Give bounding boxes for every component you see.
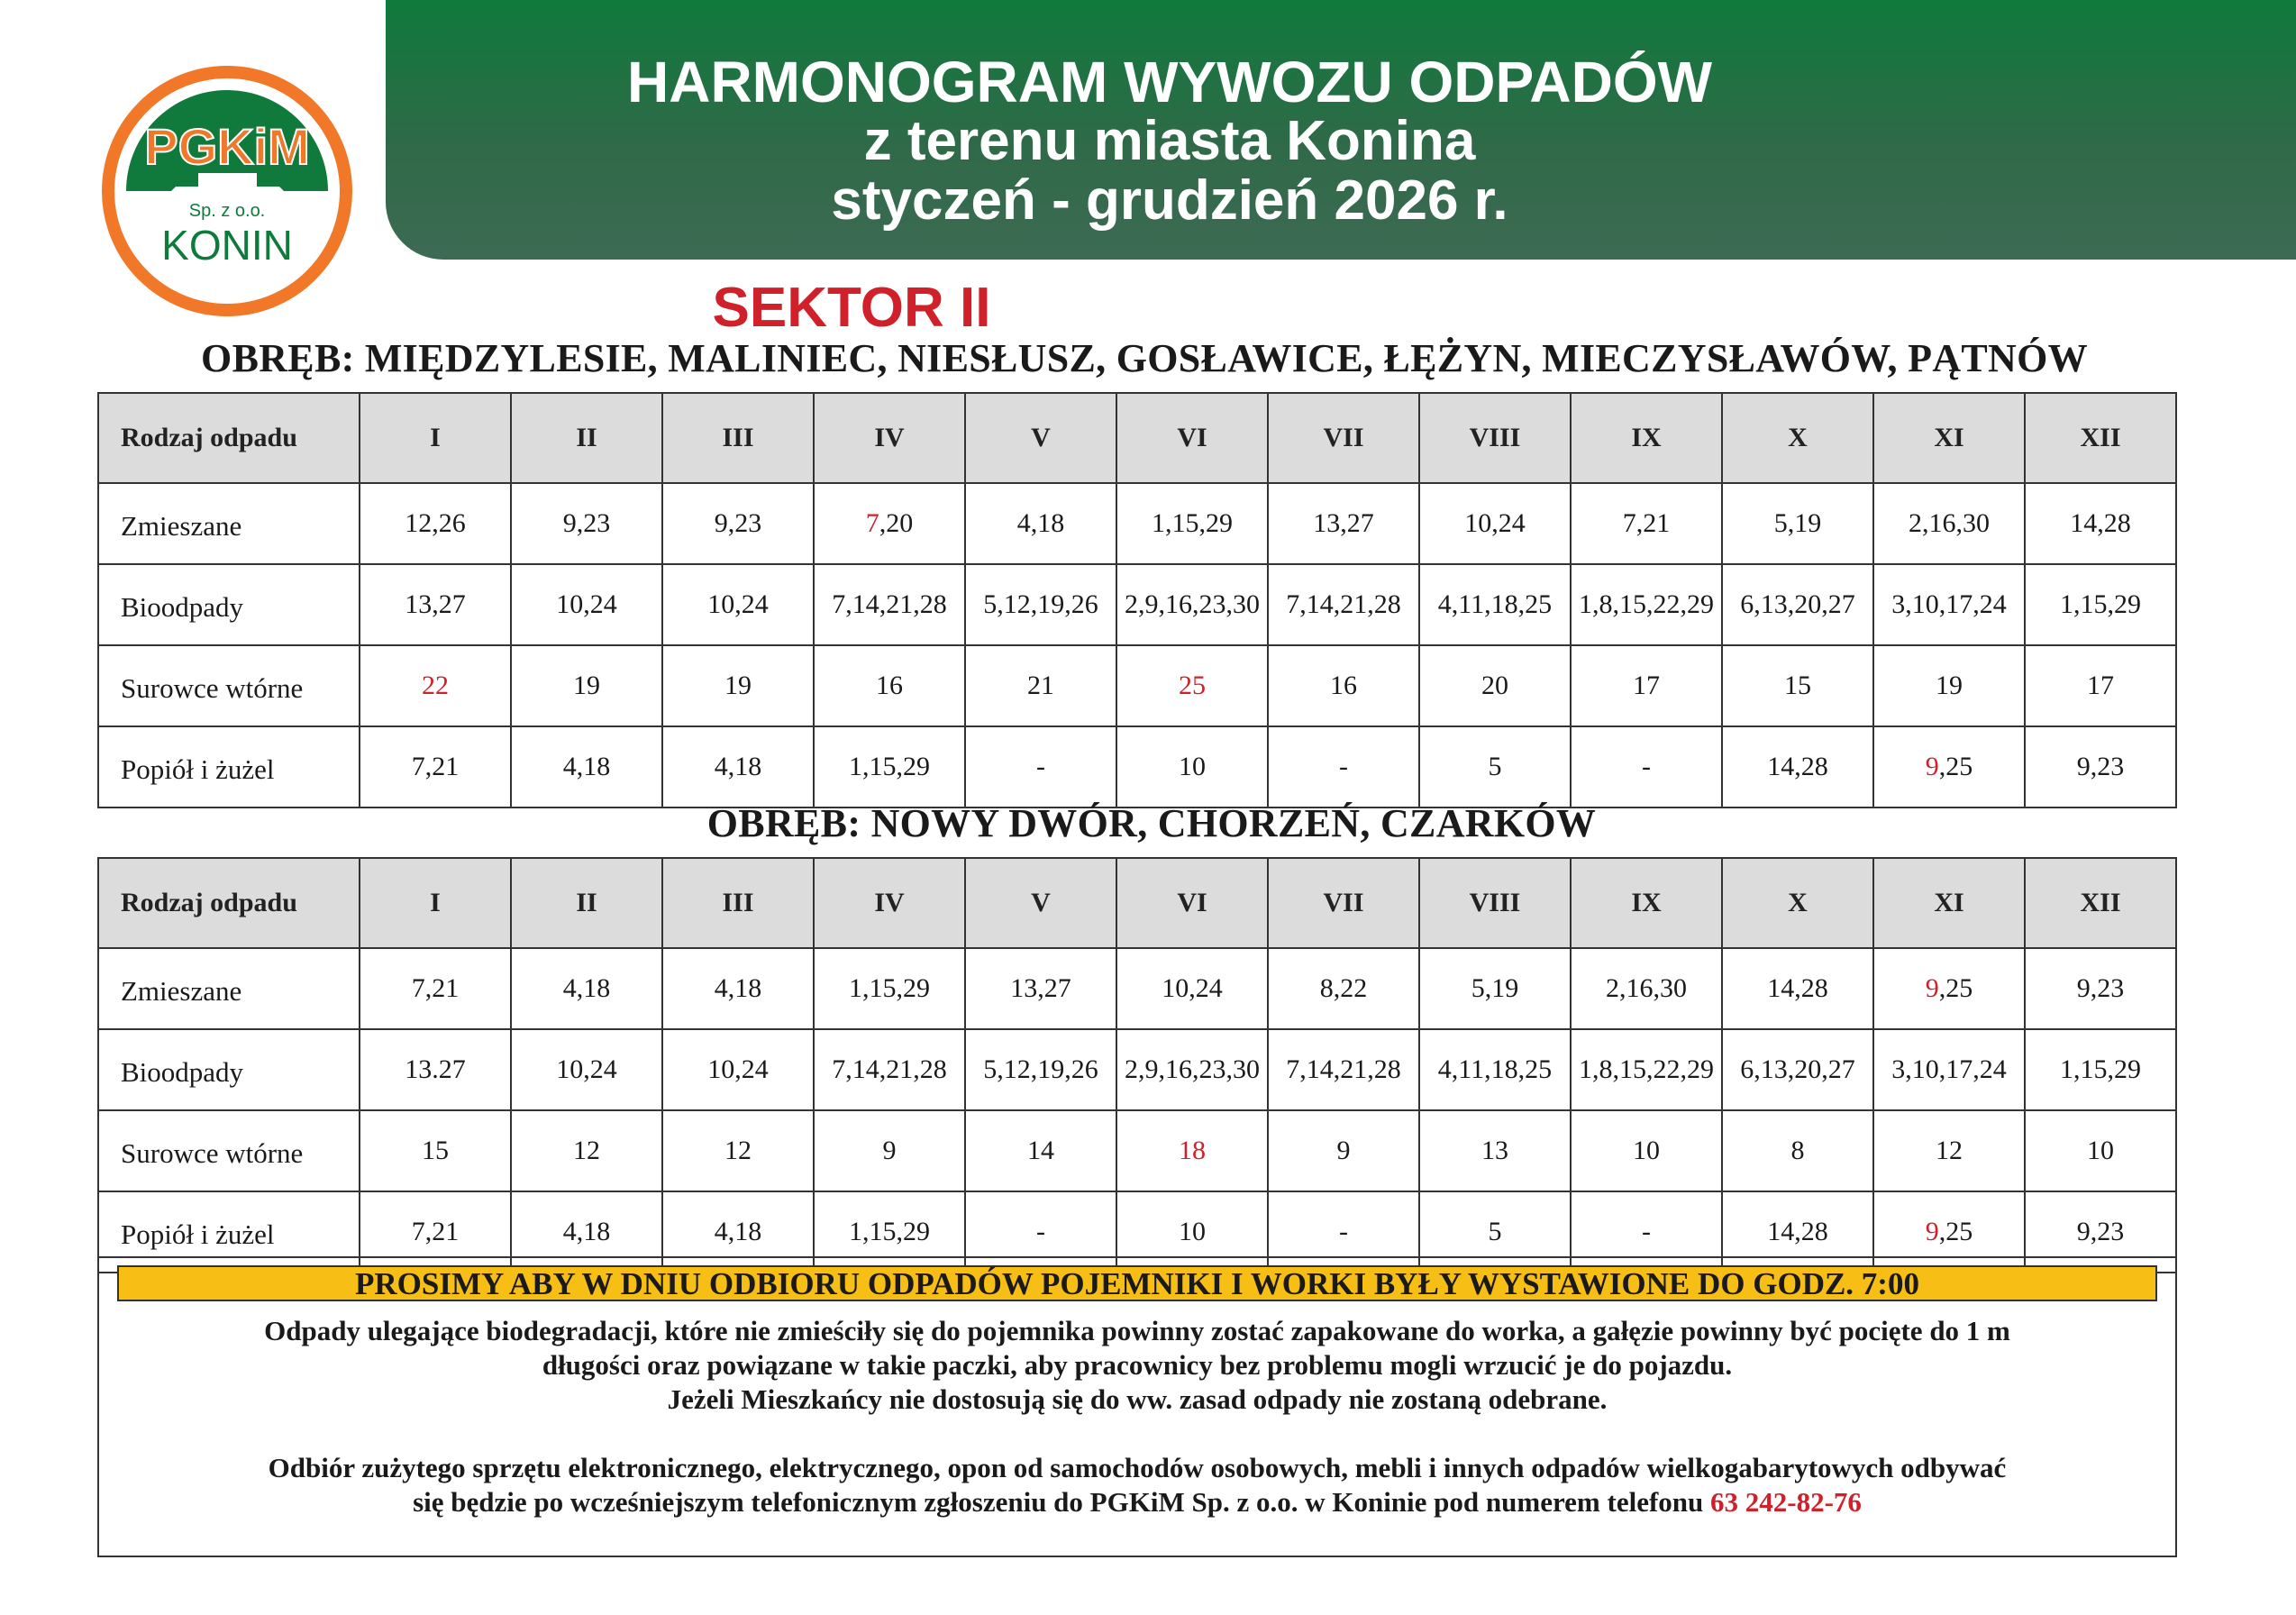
schedule-cell <box>1873 948 2025 1029</box>
date-text: 14,28 <box>1767 973 1828 1003</box>
highlighted-date: 7 <box>865 508 879 538</box>
schedule-cell <box>814 1029 965 1110</box>
schedule-cell <box>1722 645 1873 726</box>
date-text: 16 <box>1330 671 1357 700</box>
schedule-cell <box>1419 483 1571 564</box>
date-text: 7,14,21,28 <box>832 589 947 619</box>
date-text: 12 <box>573 1136 600 1165</box>
schedule-cell <box>1571 483 1722 564</box>
month-header: III <box>662 858 814 948</box>
date-text: 12 <box>1936 1136 1963 1165</box>
schedule-cell <box>1116 726 1268 808</box>
schedule-cell <box>662 726 814 808</box>
date-text: 15 <box>1784 671 1811 700</box>
schedule-cell <box>511 948 662 1029</box>
schedule-cell <box>1116 948 1268 1029</box>
date-text: - <box>1339 1217 1348 1246</box>
schedule-cell <box>360 645 511 726</box>
schedule-cell <box>1116 1110 1268 1191</box>
schedule-cell <box>814 948 965 1029</box>
schedule-cell <box>1268 483 1419 564</box>
schedule-cell <box>511 1110 662 1191</box>
date-text: - <box>1642 1217 1651 1246</box>
schedule-cell <box>1722 726 1873 808</box>
date-text: 5 <box>1488 752 1502 781</box>
month-header: VIII <box>1419 858 1571 948</box>
schedule-cell <box>1571 564 1722 645</box>
schedule-cell <box>2025 483 2176 564</box>
schedule-cell <box>1873 726 2025 808</box>
date-text: 10 <box>2087 1136 2114 1165</box>
waste-type-label: Bioodpady <box>98 564 360 645</box>
date-text: 2,16,30 <box>1606 973 1687 1003</box>
date-text: 5 <box>1488 1217 1502 1246</box>
date-text: 4,11,18,25 <box>1437 589 1553 619</box>
schedule-cell <box>965 1110 1116 1191</box>
date-text: 6,13,20,27 <box>1740 1054 1855 1084</box>
month-header: VII <box>1268 393 1419 483</box>
schedule-cell <box>814 483 965 564</box>
table-row <box>98 1029 2176 1110</box>
date-text: 1,15,29 <box>849 973 930 1003</box>
schedule-cell <box>360 564 511 645</box>
notice-body <box>117 1314 2157 1519</box>
date-text: ,20 <box>879 508 914 538</box>
schedule-cell <box>814 564 965 645</box>
date-text: 9,23 <box>714 508 762 538</box>
schedule-cell <box>1722 564 1873 645</box>
title-line-3: styczeń - grudzień 2026 r. <box>831 169 1508 232</box>
date-text: 12 <box>724 1136 752 1165</box>
date-text: 7,14,21,28 <box>1286 589 1401 619</box>
schedule-cell <box>965 483 1116 564</box>
date-text: 1,15,29 <box>2060 1054 2141 1084</box>
schedule-cell <box>1571 645 1722 726</box>
schedule-cell <box>1571 948 1722 1029</box>
date-text: 1,8,15,22,29 <box>1579 1054 1714 1084</box>
date-text: 1,15,29 <box>1152 508 1233 538</box>
date-text: 9 <box>1336 1136 1351 1165</box>
date-text: 5,19 <box>1471 973 1519 1003</box>
schedule-cell <box>1268 645 1419 726</box>
date-text: 13,27 <box>1313 508 1374 538</box>
month-header: IV <box>814 858 965 948</box>
waste-type-label: Bioodpady <box>98 1029 360 1110</box>
schedule-cell <box>1873 645 2025 726</box>
date-text: 10,24 <box>1162 973 1223 1003</box>
date-text: 14,28 <box>1767 752 1828 781</box>
waste-type-label: Zmieszane <box>98 948 360 1029</box>
date-text: - <box>1642 752 1651 781</box>
schedule-cell <box>1571 726 1722 808</box>
schedule-cell <box>360 1029 511 1110</box>
date-text: 1,15,29 <box>849 1217 930 1246</box>
schedule-cell <box>814 726 965 808</box>
title-line-2: z terenu miasta Konina <box>863 110 1476 172</box>
schedule-cell <box>1571 1029 1722 1110</box>
date-text: 10 <box>1633 1136 1660 1165</box>
highlighted-date: 9 <box>1925 1217 1939 1246</box>
date-text: 12,26 <box>405 508 466 538</box>
date-text: 4,11,18,25 <box>1437 1054 1553 1084</box>
date-text: 10,24 <box>1464 508 1526 538</box>
schedule-cell <box>1268 1110 1419 1191</box>
highlighted-date: 25 <box>1179 671 1206 700</box>
month-header: IX <box>1571 858 1722 948</box>
schedule-cell <box>662 645 814 726</box>
date-text: 13,27 <box>1010 973 1071 1003</box>
date-text: 7,14,21,28 <box>832 1054 947 1084</box>
date-text: - <box>1339 752 1348 781</box>
date-text: 1,8,15,22,29 <box>1579 589 1714 619</box>
logo-city: KONIN <box>161 222 293 269</box>
schedule-cell <box>511 726 662 808</box>
district-heading-2: OBRĘB: NOWY DWÓR, CHORZEŃ, CZARKÓW <box>706 801 1597 845</box>
notice-line: Odbiór zużytego sprzętu elektronicznego, elektrycznego, opon od samochodów osobowych, mebli i innych odpadów wielkogabarytowych odbywać <box>268 1452 2007 1483</box>
schedule-cell <box>1116 483 1268 564</box>
date-text: 4,18 <box>714 973 762 1003</box>
schedule-cell <box>1268 1029 1419 1110</box>
date-text: 7,21 <box>411 1217 460 1246</box>
schedule-table-1 <box>97 392 2177 808</box>
schedule-cell <box>1116 645 1268 726</box>
waste-type-label: Popiół i żużel <box>98 1191 360 1273</box>
date-text: 9,23 <box>562 508 611 538</box>
date-text: 2,9,16,23,30 <box>1125 589 1260 619</box>
date-text: 8,22 <box>1319 973 1368 1003</box>
date-text: 10,24 <box>707 1054 769 1084</box>
highlighted-date: 9 <box>1925 752 1939 781</box>
schedule-cell <box>511 564 662 645</box>
schedule-cell <box>662 948 814 1029</box>
schedule-table-2 <box>97 857 2177 1273</box>
table-row <box>98 645 2176 726</box>
date-text: ,25 <box>1938 973 1973 1003</box>
date-text: 4,18 <box>562 973 611 1003</box>
schedule-cell <box>1722 483 1873 564</box>
schedule-cell <box>1419 645 1571 726</box>
schedule-cell <box>2025 1029 2176 1110</box>
date-text: 4,18 <box>714 1217 762 1246</box>
schedule-cell <box>814 645 965 726</box>
waste-type-label: Surowce wtórne <box>98 645 360 726</box>
schedule-cell <box>360 483 511 564</box>
month-header: IV <box>814 393 965 483</box>
notice-line: Jeżeli Mieszkańcy nie dostosują się do ww. zasad odpady nie zostaną odebrane. <box>667 1383 1608 1415</box>
schedule-cell <box>1722 948 1873 1029</box>
notice-banner: PROSIMY ABY W DNIU ODBIORU ODPADÓW POJEMNIKI I WORKI BYŁY WYSTAWIONE DO GODZ. 7:00 <box>117 1265 2157 1301</box>
schedule-cell <box>1419 726 1571 808</box>
title-line-1: HARMONOGRAM WYWOZU ODPADÓW <box>627 50 1712 114</box>
month-header: II <box>511 393 662 483</box>
schedule-cell <box>662 483 814 564</box>
highlighted-date: 18 <box>1179 1136 1206 1165</box>
date-text: 5,12,19,26 <box>983 589 1098 619</box>
schedule-cell <box>1873 483 2025 564</box>
date-text: 13 <box>1481 1136 1508 1165</box>
date-text: 3,10,17,24 <box>1891 589 2007 619</box>
date-text: 19 <box>724 671 752 700</box>
schedule-cell <box>511 1029 662 1110</box>
schedule-cell <box>1116 564 1268 645</box>
schedule-cell <box>965 645 1116 726</box>
date-text: 7,21 <box>411 973 460 1003</box>
schedule-cell <box>965 564 1116 645</box>
schedule-cell <box>1419 948 1571 1029</box>
table-row <box>98 948 2176 1029</box>
table-row <box>98 726 2176 808</box>
date-text: 9,23 <box>2076 752 2125 781</box>
month-header: VIII <box>1419 393 1571 483</box>
date-text: 4,18 <box>562 752 611 781</box>
date-text: - <box>1036 1217 1045 1246</box>
schedule-cell <box>1116 1029 1268 1110</box>
date-text: 1,15,29 <box>2060 589 2141 619</box>
date-text: 21 <box>1027 671 1054 700</box>
highlighted-date: 22 <box>422 671 449 700</box>
table-row <box>98 1110 2176 1191</box>
notice-box <box>97 1256 2177 1557</box>
schedule-body-2 <box>98 948 2176 1273</box>
date-text: 17 <box>2087 671 2114 700</box>
schedule-cell <box>965 948 1116 1029</box>
month-header: XII <box>2025 858 2176 948</box>
month-header: X <box>1722 858 1873 948</box>
schedule-cell <box>2025 564 2176 645</box>
schedule-cell <box>1873 1029 2025 1110</box>
month-header: V <box>965 393 1116 483</box>
schedule-cell <box>1873 564 2025 645</box>
table-row <box>98 564 2176 645</box>
schedule-cell <box>814 1110 965 1191</box>
schedule-cell <box>360 1110 511 1191</box>
schedule-cell <box>1722 1110 1873 1191</box>
schedule-cell <box>1722 1029 1873 1110</box>
month-header: VI <box>1116 858 1268 948</box>
schedule-cell <box>662 564 814 645</box>
date-text: 19 <box>1936 671 1963 700</box>
date-text: 3,10,17,24 <box>1891 1054 2007 1084</box>
district-heading-1: OBRĘB: MIĘDZYLESIE, MALINIEC, NIESŁUSZ, GOSŁAWICE, ŁĘŻYN, MIECZYSŁAWÓW, PĄTNÓW <box>201 336 2088 380</box>
month-header: VI <box>1116 393 1268 483</box>
date-text: 7,21 <box>1622 508 1671 538</box>
month-header: X <box>1722 393 1873 483</box>
date-text: 4,18 <box>562 1217 611 1246</box>
waste-type-header: Rodzaj odpadu <box>98 858 360 948</box>
header-title <box>386 52 1954 231</box>
date-text: 19 <box>573 671 600 700</box>
schedule-cell <box>360 948 511 1029</box>
schedule-cell <box>1419 564 1571 645</box>
schedule-cell <box>2025 1110 2176 1191</box>
notice-line: Odpady ulegające biodegradacji, które nie zmieściły się do pojemnika powinny zostać zapakowane do worka, a gałęzie powinny być pocięte do 1 m <box>264 1315 2010 1346</box>
schedule-cell <box>1268 726 1419 808</box>
date-text: 1,15,29 <box>849 752 930 781</box>
phone-number: 63 242-82-76 <box>1710 1486 1862 1518</box>
notice-line <box>117 1485 2157 1519</box>
schedule-cell <box>1873 1110 2025 1191</box>
schedule-cell <box>1419 1029 1571 1110</box>
date-text: 15 <box>422 1136 449 1165</box>
date-text: 10 <box>1179 1217 1206 1246</box>
month-header: I <box>360 858 511 948</box>
table-header-row <box>98 858 2176 948</box>
date-text: 10 <box>1179 752 1206 781</box>
month-header: XII <box>2025 393 2176 483</box>
date-text: 14,28 <box>1767 1217 1828 1246</box>
schedule-cell <box>965 1029 1116 1110</box>
schedule-cell <box>965 726 1116 808</box>
notice-line: długości oraz powiązane w takie paczki, aby pracownicy bez problemu mogli wrzucić je do pojazdu. <box>542 1349 1733 1381</box>
sector-title: SEKTOR II <box>712 277 991 339</box>
date-text: 2,16,30 <box>1909 508 1990 538</box>
month-header: I <box>360 393 511 483</box>
table-row <box>98 483 2176 564</box>
schedule-cell <box>1419 1110 1571 1191</box>
waste-type-header: Rodzaj odpadu <box>98 393 360 483</box>
schedule-cell <box>662 1029 814 1110</box>
date-text: 17 <box>1633 671 1660 700</box>
logo-sub: Sp. z o.o. <box>188 201 266 221</box>
schedule-cell <box>2025 645 2176 726</box>
date-text: 2,9,16,23,30 <box>1125 1054 1260 1084</box>
waste-type-label: Zmieszane <box>98 483 360 564</box>
month-header: III <box>662 393 814 483</box>
schedule-cell <box>511 645 662 726</box>
date-text: 9,23 <box>2076 973 2125 1003</box>
date-text: 7,21 <box>411 752 460 781</box>
month-header: XI <box>1873 393 2025 483</box>
date-text: 13,27 <box>405 589 466 619</box>
schedule-cell <box>511 483 662 564</box>
schedule-cell <box>1571 1110 1722 1191</box>
date-text: 10,24 <box>707 589 769 619</box>
schedule-cell <box>662 1110 814 1191</box>
date-text: 14,28 <box>2070 508 2131 538</box>
date-text: 10,24 <box>556 1054 617 1084</box>
date-text: 4,18 <box>1016 508 1065 538</box>
date-text: - <box>1036 752 1045 781</box>
date-text: 14 <box>1027 1136 1054 1165</box>
month-header: II <box>511 858 662 948</box>
schedule-cell <box>1268 948 1419 1029</box>
waste-type-label: Popiół i żużel <box>98 726 360 808</box>
table-header-row <box>98 393 2176 483</box>
date-text: 20 <box>1481 671 1508 700</box>
month-header: V <box>965 858 1116 948</box>
schedule-cell <box>360 726 511 808</box>
waste-type-label: Surowce wtórne <box>98 1110 360 1191</box>
highlighted-date: 9 <box>1925 973 1939 1003</box>
date-text: 13.27 <box>405 1054 466 1084</box>
date-text: 10,24 <box>556 589 617 619</box>
schedule-body-1 <box>98 483 2176 808</box>
date-text: 9,23 <box>2076 1217 2125 1246</box>
date-text: 4,18 <box>714 752 762 781</box>
logo-name: PGKiM <box>144 118 310 175</box>
date-text: 16 <box>876 671 903 700</box>
month-header: IX <box>1571 393 1722 483</box>
date-text: 5,19 <box>1773 508 1822 538</box>
schedule-cell <box>2025 726 2176 808</box>
notice-text: się będzie po wcześniejszym telefonicznym zgłoszeniu do PGKiM Sp. z o.o. w Koninie pod numerem telefonu <box>413 1486 1704 1518</box>
date-text: ,25 <box>1938 1217 1973 1246</box>
month-header: XI <box>1873 858 2025 948</box>
date-text: 9 <box>882 1136 897 1165</box>
date-text: 7,14,21,28 <box>1286 1054 1401 1084</box>
month-header: VII <box>1268 858 1419 948</box>
date-text: 5,12,19,26 <box>983 1054 1098 1084</box>
date-text: ,25 <box>1938 752 1973 781</box>
schedule-cell <box>2025 948 2176 1029</box>
schedule-cell <box>1268 564 1419 645</box>
notice-spacer <box>117 1417 2157 1451</box>
date-text: 6,13,20,27 <box>1740 589 1855 619</box>
date-text: 8 <box>1790 1136 1805 1165</box>
